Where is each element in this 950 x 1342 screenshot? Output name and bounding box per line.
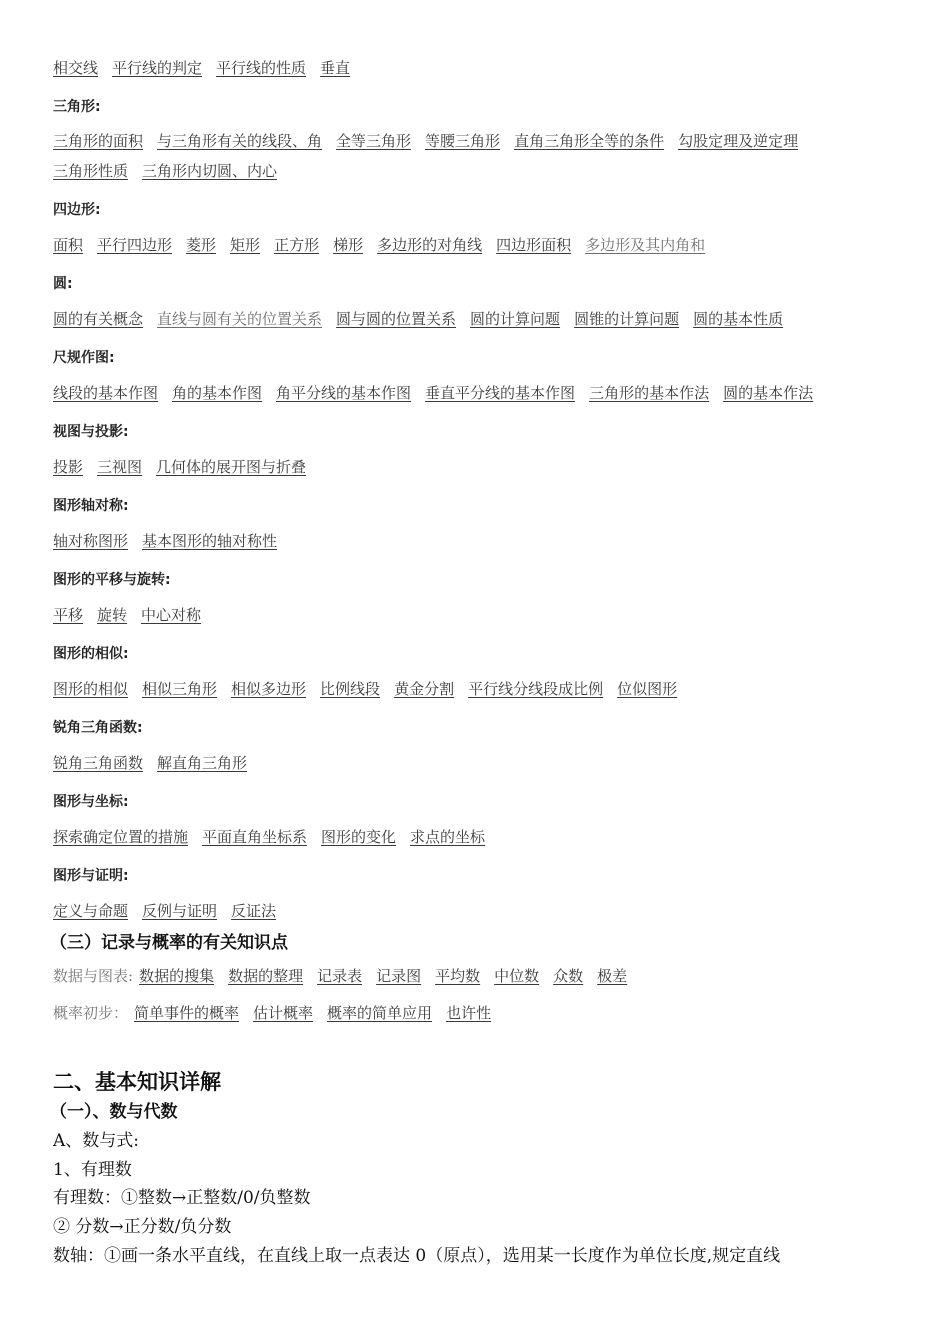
topic-link[interactable]: 垂直平分线的基本作图 xyxy=(425,384,576,402)
section-heading: 圆: xyxy=(53,276,73,292)
topic-link[interactable]: 直角三角形全等的条件 xyxy=(514,132,665,150)
topic-link[interactable]: 三角形的基本作法 xyxy=(589,384,710,402)
topic-link[interactable]: 解直角三角形 xyxy=(157,754,248,772)
section-heading: 锐角三角函数: xyxy=(53,720,143,736)
topic-link[interactable]: 定义与命题 xyxy=(53,902,129,920)
topic-link[interactable]: 勾股定理及逆定理 xyxy=(678,132,799,150)
topic-link[interactable]: 反证法 xyxy=(231,902,277,920)
link-row xyxy=(53,531,291,551)
topic-link[interactable]: 众数 xyxy=(553,967,584,985)
topic-link[interactable]: 图形的变化 xyxy=(321,828,397,846)
topic-link[interactable]: 记录图 xyxy=(376,967,422,985)
link-row xyxy=(53,161,291,181)
section-heading: 图形的平移与旋转: xyxy=(53,572,171,588)
link-row xyxy=(53,383,827,403)
link-row xyxy=(53,901,290,921)
topic-link[interactable]: 锐角三角函数 xyxy=(53,754,144,772)
topic-link[interactable]: 反例与证明 xyxy=(142,902,218,920)
topic-link[interactable]: 与三角形有关的线段、角 xyxy=(157,132,323,150)
topic-link[interactable]: 也许性 xyxy=(446,1004,492,1022)
section-heading: 三角形: xyxy=(53,99,101,115)
topic-link[interactable]: 轴对称图形 xyxy=(53,532,129,550)
topic-link[interactable]: 矩形 xyxy=(230,236,261,254)
section-heading: 图形的相似: xyxy=(53,646,129,662)
body-line: 1、有理数 xyxy=(53,1160,132,1180)
link-row xyxy=(53,309,797,329)
topic-link[interactable]: 三角形内切圆、内心 xyxy=(142,162,278,180)
topic-link[interactable]: 圆的基本作法 xyxy=(723,384,814,402)
topic-link[interactable]: 圆的基本性质 xyxy=(693,310,784,328)
topic-link[interactable]: 估计概率 xyxy=(253,1004,314,1022)
topic-link[interactable]: 角平分线的基本作图 xyxy=(276,384,412,402)
topic-link[interactable]: 中位数 xyxy=(494,967,540,985)
topic-link[interactable]: 多边形的对角线 xyxy=(377,236,483,254)
link-row xyxy=(53,605,215,625)
topic-link[interactable]: 相似多边形 xyxy=(231,680,307,698)
part-title: 二、基本知识详解 xyxy=(53,1070,221,1094)
section-heading: 视图与投影: xyxy=(53,424,129,440)
topic-link[interactable]: 基本图形的轴对称性 xyxy=(142,532,278,550)
topic-link[interactable]: 四边形面积 xyxy=(496,236,572,254)
topic-link[interactable]: 几何体的展开图与折叠 xyxy=(156,458,307,476)
link-row xyxy=(53,966,641,986)
topic-link[interactable]: 旋转 xyxy=(97,606,128,624)
topic-link[interactable]: 圆的有关概念 xyxy=(53,310,144,328)
topic-link[interactable]: 探索确定位置的措施 xyxy=(53,828,189,846)
link-row xyxy=(53,753,261,773)
body-line: A、数与式: xyxy=(53,1131,140,1151)
section-heading: 图形与证明: xyxy=(53,868,129,884)
section-heading: 四边形: xyxy=(53,202,101,218)
topic-link[interactable]: 三角形性质 xyxy=(53,162,129,180)
body-line: ② 分数→正分数/负分数 xyxy=(53,1217,232,1237)
topic-link[interactable]: 垂直 xyxy=(320,59,351,77)
link-row xyxy=(53,457,320,477)
topic-link[interactable]: 多边形及其内角和 xyxy=(585,236,706,254)
topic-link[interactable]: 三角形的面积 xyxy=(53,132,144,150)
topic-link[interactable]: 中心对称 xyxy=(141,606,202,624)
link-row xyxy=(53,827,499,847)
topic-link[interactable]: 相似三角形 xyxy=(142,680,218,698)
topic-link[interactable]: 直线与圆有关的位置关系 xyxy=(157,310,323,328)
topic-link[interactable]: 梯形 xyxy=(333,236,364,254)
topic-link[interactable]: 数据的整理 xyxy=(228,967,304,985)
topic-link[interactable]: 简单事件的概率 xyxy=(134,1004,240,1022)
topic-link[interactable]: 线段的基本作图 xyxy=(53,384,159,402)
topic-link[interactable]: 图形的相似 xyxy=(53,680,129,698)
topic-link[interactable]: 求点的坐标 xyxy=(410,828,486,846)
link-row xyxy=(53,235,719,255)
topic-link[interactable]: 相交线 xyxy=(53,59,99,77)
row-label: 概率初步： xyxy=(53,1004,129,1022)
topic-link[interactable]: 黄金分割 xyxy=(394,680,455,698)
topic-link[interactable]: 概率的简单应用 xyxy=(327,1004,433,1022)
topic-link[interactable]: 数据的搜集 xyxy=(139,967,215,985)
topic-link[interactable]: 位似图形 xyxy=(617,680,678,698)
topic-link[interactable]: 平移 xyxy=(53,606,84,624)
section-heading: 图形轴对称: xyxy=(53,498,129,514)
link-row xyxy=(53,679,691,699)
topic-link[interactable]: 圆锥的计算问题 xyxy=(574,310,680,328)
section-title: （三）记录与概率的有关知识点 xyxy=(50,933,288,953)
row-label: 数据与图表: xyxy=(53,967,134,985)
link-row xyxy=(53,131,812,151)
link-row xyxy=(53,58,364,78)
body-line: 数轴：①画一条水平直线，在直线上取一点表达 0（原点），选用某一长度作为单位长度,规定直线 xyxy=(53,1246,781,1266)
topic-link[interactable]: 圆与圆的位置关系 xyxy=(336,310,457,328)
section-heading: 尺规作图: xyxy=(53,350,115,366)
section-heading: 图形与坐标: xyxy=(53,794,129,810)
topic-link[interactable]: 圆的计算问题 xyxy=(470,310,561,328)
topic-link[interactable]: 三视图 xyxy=(97,458,143,476)
topic-link[interactable]: 极差 xyxy=(597,967,628,985)
topic-link[interactable]: 投影 xyxy=(53,458,84,476)
topic-link[interactable]: 菱形 xyxy=(186,236,217,254)
topic-link[interactable]: 全等三角形 xyxy=(336,132,412,150)
topic-link[interactable]: 平行线的判定 xyxy=(112,59,203,77)
part-subtitle: （一）、数与代数 xyxy=(50,1102,178,1122)
topic-link[interactable]: 平行线的性质 xyxy=(216,59,307,77)
topic-link[interactable]: 面积 xyxy=(53,236,84,254)
topic-link[interactable]: 记录表 xyxy=(317,967,363,985)
body-line: 有理数：①整数→正整数/0/负整数 xyxy=(53,1188,311,1208)
topic-link[interactable]: 正方形 xyxy=(274,236,320,254)
topic-link[interactable]: 角的基本作图 xyxy=(172,384,263,402)
topic-link[interactable]: 等腰三角形 xyxy=(425,132,501,150)
topic-link[interactable]: 比例线段 xyxy=(320,680,381,698)
topic-link[interactable]: 平均数 xyxy=(435,967,481,985)
topic-link[interactable]: 平行四边形 xyxy=(97,236,173,254)
link-row xyxy=(53,1003,505,1023)
topic-link[interactable]: 平行线分线段成比例 xyxy=(468,680,604,698)
topic-link[interactable]: 平面直角坐标系 xyxy=(202,828,308,846)
